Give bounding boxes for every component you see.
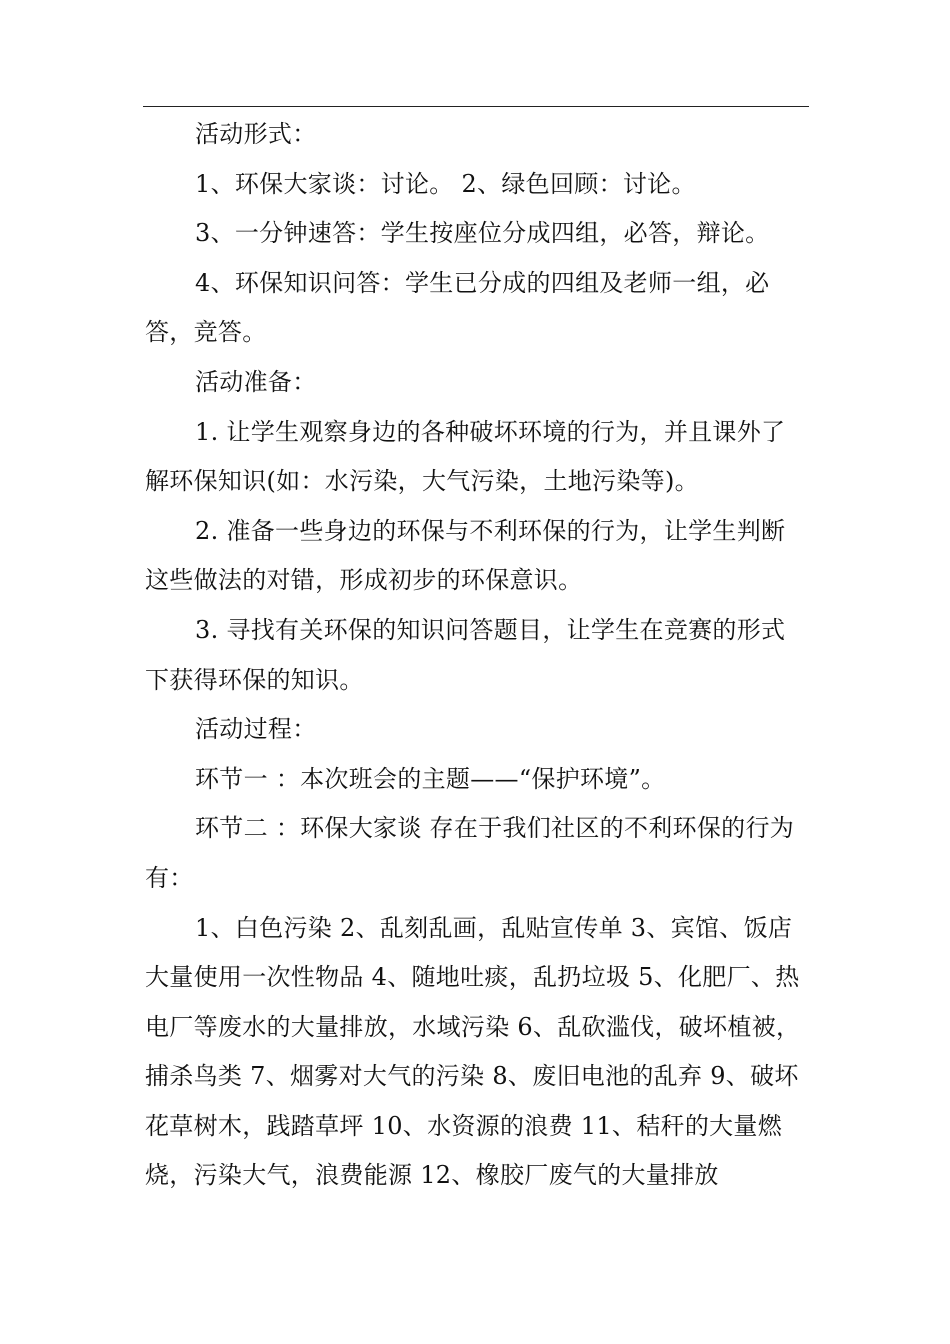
section-heading-activity-process: 活动过程：	[195, 715, 317, 744]
paragraph-preparation-3: 3. 寻找有关环保的知识问答题目，让学生在竞赛的形式下获得环保的知识。	[145, 615, 786, 694]
paragraph-step-2: 环节二 ：环保大家谈 存在于我们社区的不利环保的行为有：	[145, 814, 795, 892]
header-rule	[143, 106, 809, 107]
paragraph-preparation-1: 1. 让学生观察身边的各种破坏环境的行为，并且课外了解环保知识(如：水污染，大气污染，土地污染等)。	[145, 417, 786, 496]
document-body	[145, 110, 809, 1201]
paragraph-form-item-3: 3、一分钟速答：学生按座位分成四组，必答，辩论。	[195, 219, 770, 248]
paragraph-step-1: 环节一 ：本次班会的主题——“保护环境”。	[195, 764, 666, 793]
paragraph-bad-behaviors-list: 1、白色污染 2、乱刻乱画，乱贴宣传单 3、宾馆、饭店大量使用一次性物品 4、随地吐痰，乱扔垃圾 5、化肥厂、热电厂等废水的大量排放，水域污染 6、乱砍滥伐，破坏植被，捕杀鸟类 7、烟雾对大气的污染 8、废旧电池的乱弃 9、破坏花草树木，践踏草坪 10、水资源的浪费 11、秸秆的大量燃烧，污染大气，浪费能源 12、橡胶厂废气的大量排放	[145, 913, 801, 1190]
paragraph-preparation-2: 2. 准备一些身边的环保与不利环保的行为，让学生判断这些做法的对错，形成初步的环保意识。	[145, 516, 786, 595]
section-heading-activity-preparation: 活动准备：	[195, 367, 317, 396]
paragraph-form-item-4: 4、环保知识问答：学生已分成的四组及老师一组，必答，竞答。	[145, 268, 770, 347]
section-heading-activity-form: 活动形式：	[195, 120, 317, 148]
paragraph-form-items-1-2: 1、环保大家谈：讨论。 2、绿色回顾：讨论。	[195, 169, 696, 198]
